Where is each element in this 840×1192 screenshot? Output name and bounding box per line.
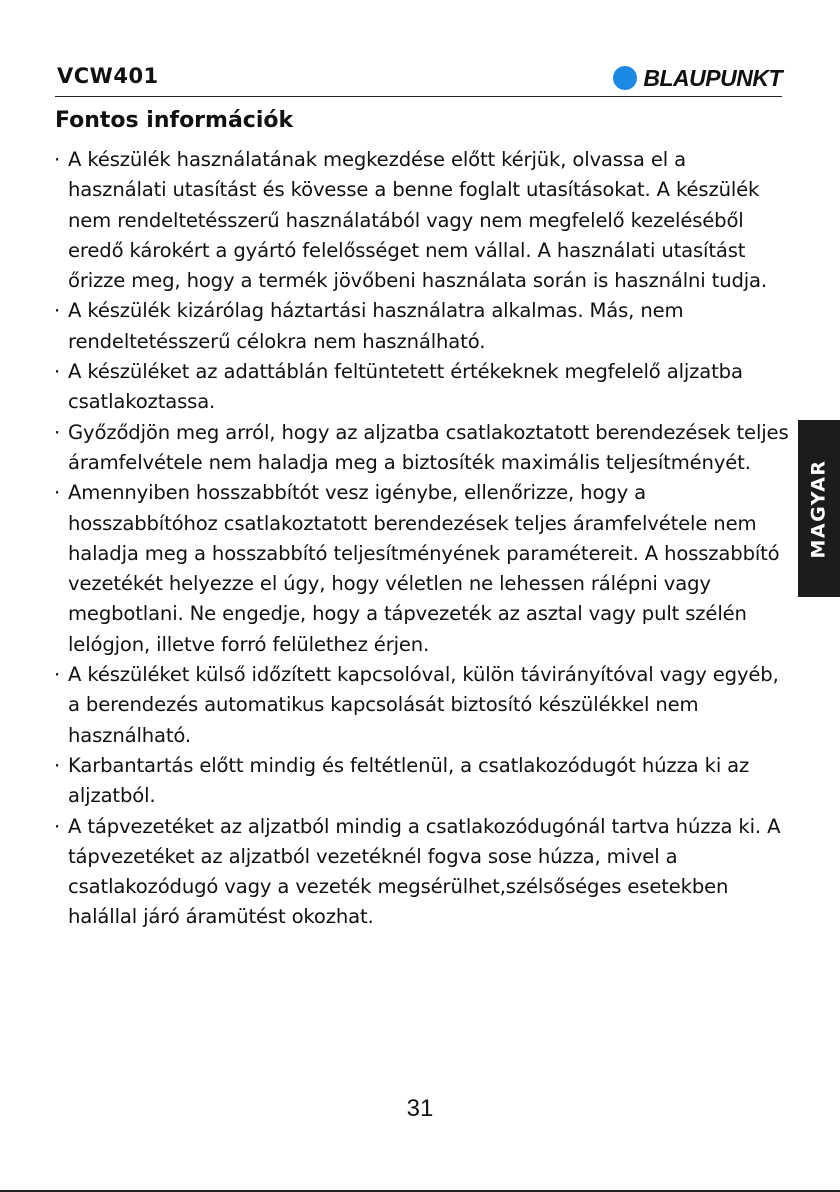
list-item <box>54 660 789 751</box>
language-tab-label: MAGYAR <box>808 458 831 559</box>
bullet-icon: · <box>54 420 61 444</box>
list-item <box>54 418 789 479</box>
list-item-text: Karbantartás előtt mindig és feltétlenül, a csatlakozódugót húzza ki az aljzatból. <box>68 753 750 808</box>
brand-logo <box>613 63 782 93</box>
language-tab <box>798 420 840 597</box>
model-name: VCW401 <box>57 64 159 88</box>
bullet-icon: · <box>54 814 61 838</box>
bullet-icon: · <box>54 148 61 171</box>
brand-dot-icon <box>613 66 637 90</box>
list-item <box>54 751 789 812</box>
list-item-text: A készüléket az adattáblán feltüntetett értékeknek megfelelő aljzatba csatlakoztassa. <box>68 360 743 414</box>
list-item <box>54 145 789 296</box>
list-item <box>54 478 789 660</box>
list-item-text: Amennyiben hosszabbítót vesz igénybe, ellenőrizze, hogy a hosszabbítóhoz csatlakoztatott berendezések teljes áramfelvétele nem haladja meg a hosszabbító teljesítményének paramétereit. A hosszabbító vezetékét helyezze el úgy, hogy véletlen ne lehessen rálépni vagy megbotlani. Ne engedje, hogy a tápvezeték az asztal vagy pult szélén lelógjon, illetve forró felülethez érjen. <box>68 481 780 656</box>
list-item <box>54 812 789 933</box>
header-rule <box>55 96 782 97</box>
list-item <box>54 296 789 357</box>
list-item-text: Győződjön meg arról, hogy az aljzatba csatlakoztatott berendezések teljes áramfelvétele nem haladja meg a biztosíték maximális teljesítményét. <box>68 420 789 474</box>
list-item-text: A tápvezetéket az aljzatból mindig a csatlakozódugónál tartva húzza ki. A tápvezetéket az aljzatból vezetéknél fogva sose húzza, mivel a csatlakozódugó vagy a vezeték megsérülhet,szélsőséges esetekben halállal járó áramütést okozhat. <box>68 814 781 929</box>
list-item <box>54 357 789 418</box>
bullet-icon: · <box>54 753 61 777</box>
section-title: Fontos információk <box>55 108 294 133</box>
bullet-icon: · <box>54 663 61 687</box>
list-item-text: A készüléket külső időzített kapcsolóval, külön távirányítóval vagy egyéb, a berendezés automatikus kapcsolását biztosító készülékkel nem használható. <box>68 663 779 747</box>
brand-name: BLAUPUNKT <box>643 64 782 91</box>
page-number: 31 <box>406 1095 434 1122</box>
list-item-text: A készülék kizárólag háztartási használatra alkalmas. Más, nem rendeltetésszerű célokra nem használható. <box>68 299 684 353</box>
list-item-text: A készülék használatának megkezdése előtt kérjük, olvassa el a használati utasítást és kövesse a benne foglalt utasításokat. A készülék nem rendeltetésszerű használatából vagy nem megfelelő kezeléséből eredő károkért a gyártó felelősséget nem vállal. A használati utasítást őrizze meg, hogy a termék jövőbeni használata során is használni tudja. <box>68 148 767 293</box>
bullet-icon: · <box>54 360 61 384</box>
info-list <box>54 145 789 933</box>
bullet-icon: · <box>54 481 61 505</box>
bullet-icon: · <box>54 299 61 323</box>
